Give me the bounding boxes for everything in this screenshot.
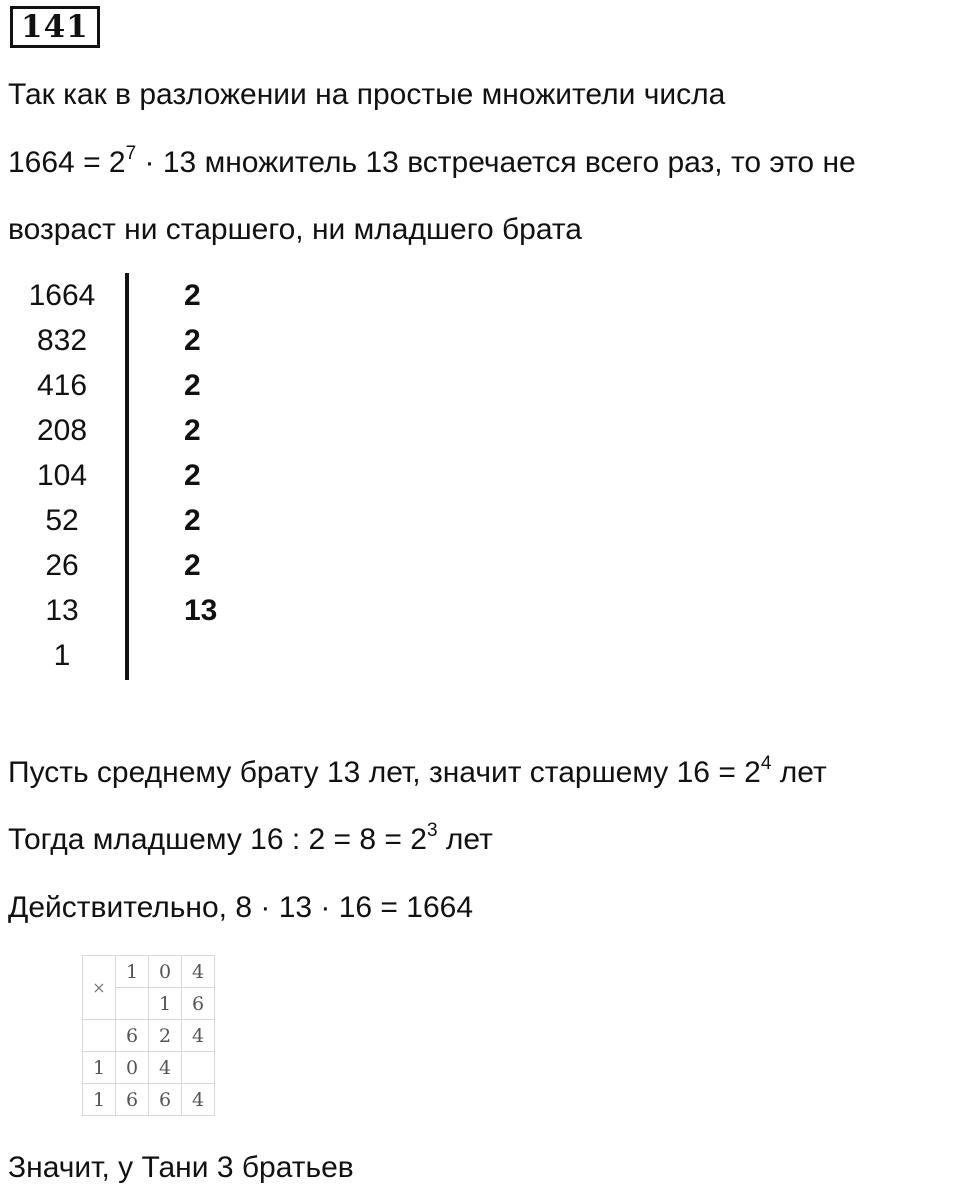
factorization-number: 1 xyxy=(53,639,71,672)
multiplication-row xyxy=(83,956,215,988)
factorization-divisor: 2 xyxy=(184,369,201,402)
factorization-divisor: 2 xyxy=(184,324,201,357)
problem-number: 141 xyxy=(10,6,100,48)
multiplication-table xyxy=(82,955,215,1116)
factorization-divisor: 2 xyxy=(184,279,201,312)
intro-line-2-start: 1664 = 2 xyxy=(8,146,126,179)
factorization-divisor: 2 xyxy=(184,459,201,492)
multiplication-digit: 0 xyxy=(116,1052,149,1084)
multiplication-digit: 6 xyxy=(182,988,215,1020)
solution-line-2-end: лет xyxy=(437,823,493,856)
factorization-row xyxy=(18,591,238,631)
multiplication-digit: 0 xyxy=(149,956,182,988)
factorization-row xyxy=(18,501,238,541)
multiplication-digit: 2 xyxy=(149,1020,182,1052)
solution-line-1 xyxy=(8,753,827,793)
intro-line-1: Так как в разложении на простые множители числа xyxy=(8,78,726,111)
factorization-number: 13 xyxy=(45,594,79,627)
multiplication-digit: 6 xyxy=(149,1084,182,1116)
factorization-row xyxy=(18,411,238,451)
factorization-row xyxy=(18,636,238,676)
factorization-number: 104 xyxy=(36,459,88,492)
intro-line-2-exponent: 7 xyxy=(125,143,137,164)
solution-line-3: Действительно, 8 · 13 · 16 = 1664 xyxy=(8,891,474,924)
multiplication-digit: 1 xyxy=(83,1084,116,1116)
factorization-divisor: 2 xyxy=(184,504,201,537)
multiplication-row xyxy=(83,1084,215,1116)
multiplication-digit: 4 xyxy=(149,1052,182,1084)
factorization-number: 416 xyxy=(36,369,88,402)
solution-line-2-exponent: 3 xyxy=(426,820,438,841)
multiplication-digit: 4 xyxy=(182,956,215,988)
factorization-number: 52 xyxy=(45,504,79,537)
multiplication-digit: 1 xyxy=(149,988,182,1020)
multiplication-digit: 4 xyxy=(182,1084,215,1116)
solution-line-1-end: лет xyxy=(771,756,827,789)
solution-line-2-start: Тогда младшему 16 : 2 = 8 = 2 xyxy=(8,823,427,856)
factorization-number: 208 xyxy=(36,414,88,447)
factorization-number: 1664 xyxy=(28,279,96,312)
factorization-divisor: 2 xyxy=(184,414,201,447)
factorization-number: 26 xyxy=(45,549,79,582)
factorization-number: 832 xyxy=(36,324,88,357)
factorization-row xyxy=(18,321,238,361)
conclusion-line: Значит, у Тани 3 братьев xyxy=(8,1151,354,1184)
factorization-row xyxy=(18,366,238,406)
multiplication-row xyxy=(83,1020,215,1052)
multiplication-sign: × xyxy=(83,956,116,1020)
solution-line-2 xyxy=(8,820,493,860)
multiplication-digit: 4 xyxy=(182,1020,215,1052)
factorization-row xyxy=(18,546,238,586)
multiplication-digit xyxy=(116,988,149,1020)
factorization-divisor: 13 xyxy=(184,594,218,627)
multiplication-digit: 6 xyxy=(116,1084,149,1116)
factorization-divisor: 2 xyxy=(184,549,201,582)
solution-line-1-start: Пусть среднему брату 13 лет, значит старшему 16 = 2 xyxy=(8,756,761,789)
multiplication-row xyxy=(83,1052,215,1084)
multiplication-digit xyxy=(182,1052,215,1084)
solution-line-1-exponent: 4 xyxy=(760,753,772,774)
intro-line-3: возраст ни старшего, ни младшего брата xyxy=(8,213,582,246)
intro-line-2-end: · 13 множитель 13 встречается всего раз, то это не xyxy=(136,146,856,179)
intro-line-2 xyxy=(8,143,856,183)
factorization-row xyxy=(18,276,238,316)
factorization-row xyxy=(18,456,238,496)
multiplication-digit: 6 xyxy=(116,1020,149,1052)
multiplication-digit: 1 xyxy=(116,956,149,988)
multiplication-digit: 1 xyxy=(83,1052,116,1084)
multiplication-digit xyxy=(83,1020,116,1052)
